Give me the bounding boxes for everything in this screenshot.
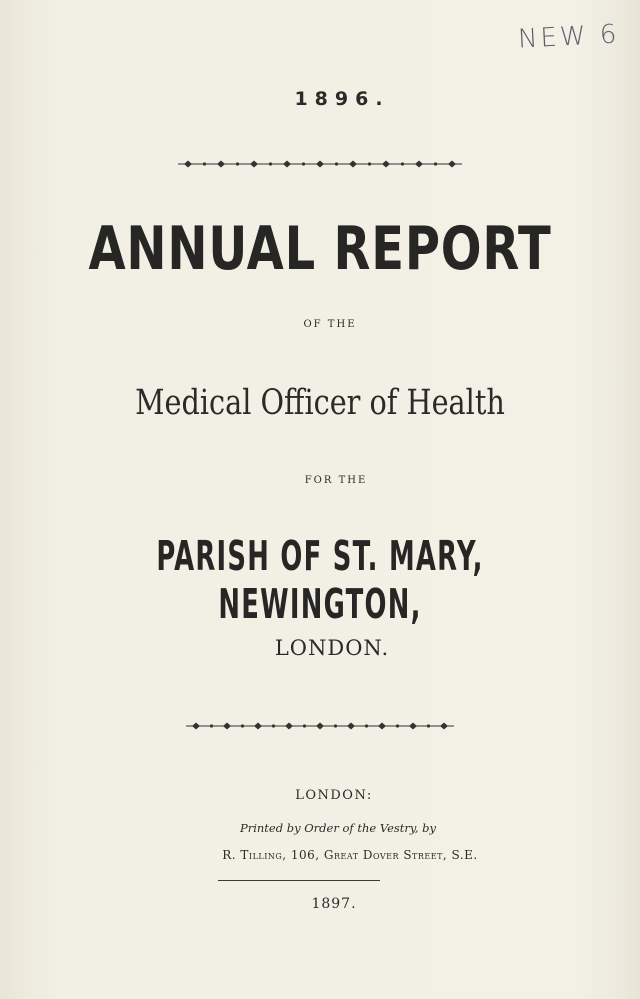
imprint-divider: [218, 880, 380, 881]
parish-name: PARISH OF ST. MARY, NEWINGTON,: [156, 532, 484, 628]
for-the-label: FOR THE: [304, 475, 368, 486]
ornamental-rule-top: [0, 158, 640, 170]
city-name: LONDON.: [274, 636, 390, 660]
report-title: ANNUAL REPORT: [88, 214, 552, 284]
publication-year: 1897.: [311, 896, 357, 912]
imprint-printer: R. Tilling, 106, Great Dover Street, S.E.: [222, 848, 478, 862]
of-the-label: OF THE: [303, 319, 357, 330]
ornamental-rule-bottom: [0, 720, 640, 732]
imprint-place: LONDON:: [295, 788, 373, 803]
officer-title: Medical Officer of Health: [135, 383, 505, 423]
imprint-printed-by: Printed by Order of the Vestry, by: [239, 821, 437, 835]
pencil-annotation: NEW 6: [517, 19, 621, 55]
report-year: 1896.: [294, 88, 390, 110]
